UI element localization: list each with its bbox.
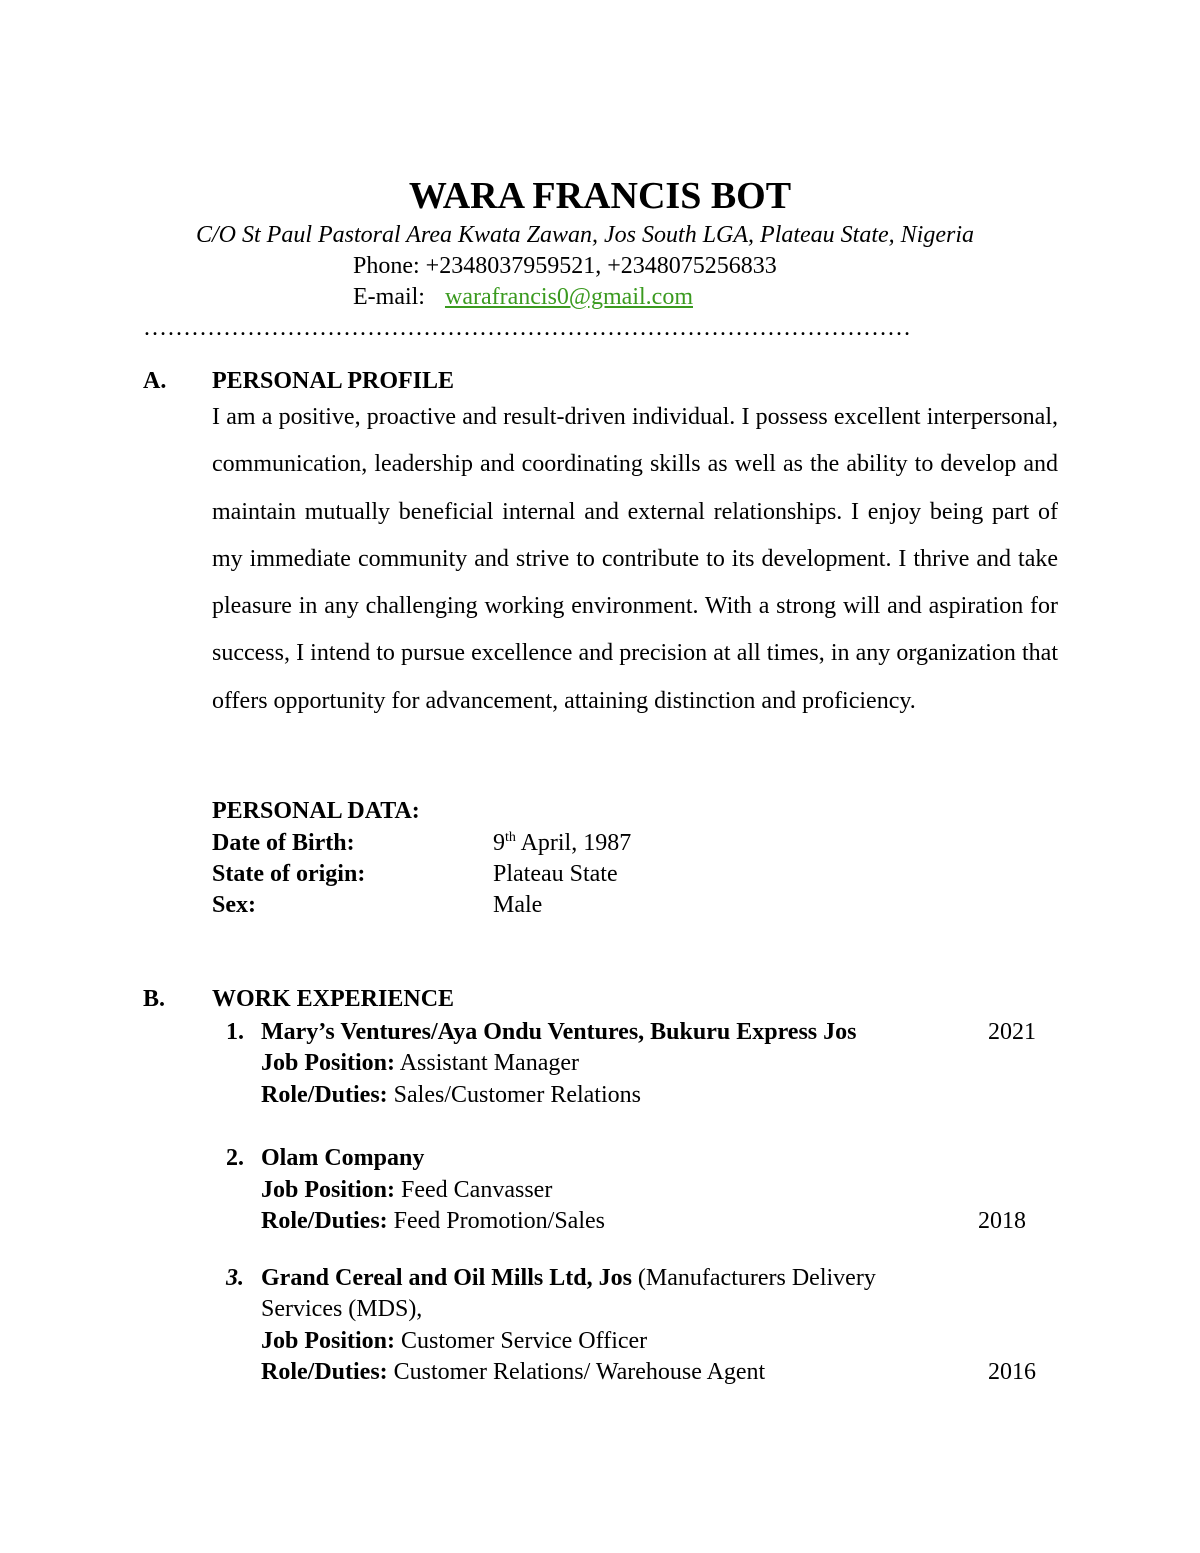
email-line bbox=[353, 284, 693, 311]
job-position-line bbox=[261, 1177, 552, 1204]
phone-label: Phone: bbox=[353, 253, 420, 279]
job-duties-label: Role/Duties: bbox=[261, 1082, 388, 1108]
email-label: E-mail: bbox=[353, 284, 425, 310]
job-company-extra-2: Services (MDS), bbox=[261, 1296, 423, 1322]
job-number: 1. bbox=[226, 1019, 244, 1045]
section-a-title: PERSONAL PROFILE bbox=[212, 368, 455, 394]
job-duties-value: Sales/Customer Relations bbox=[387, 1082, 641, 1108]
section-b-title: WORK EXPERIENCE bbox=[212, 986, 455, 1012]
job-position-label: Job Position: bbox=[261, 1328, 396, 1354]
job-duties-value: Customer Relations/ Warehouse Agent bbox=[387, 1359, 766, 1385]
sex-value: Male bbox=[493, 892, 543, 918]
profile-paragraph: I am a positive, proactive and result-driven individual. I possess excellent interpersonal, communication, leadership and coordinating skills as well as the ability to develop and maintain mutually beneficial internal and external relationships. I enjoy being part of my immediate community and strive to contribute to its development. I thrive and take pleasure in any challenging working environment. With a strong will and aspiration for success, I intend to pursue excellence and precision at all times, in any organization that offers opportunity for advancement, attaining distinction and proficiency. bbox=[212, 404, 1058, 714]
job-company: Olam Company bbox=[261, 1145, 425, 1171]
state-value: Plateau State bbox=[493, 861, 618, 887]
job-position-line bbox=[261, 1050, 579, 1077]
phone-line bbox=[353, 253, 777, 280]
state-label: State of origin: bbox=[212, 861, 366, 887]
job-company-extra: (Manufacturers Delivery bbox=[631, 1265, 876, 1291]
sex-label: Sex: bbox=[212, 892, 256, 918]
section-a-letter: A. bbox=[143, 368, 167, 394]
job-company-line bbox=[261, 1265, 876, 1292]
job-year: 2018 bbox=[978, 1208, 1026, 1234]
dob-suffix: th bbox=[505, 830, 516, 845]
dob-label: Date of Birth: bbox=[212, 830, 355, 856]
job-position-label: Job Position: bbox=[261, 1050, 396, 1076]
job-position-value: Feed Canvasser bbox=[395, 1177, 553, 1203]
job-year: 2016 bbox=[988, 1359, 1036, 1385]
resume-name: WARA FRANCIS BOT bbox=[408, 175, 792, 217]
divider: …………………………………………………………………………………… bbox=[143, 315, 911, 341]
job-duties-line bbox=[261, 1082, 641, 1109]
personal-data-title: PERSONAL DATA: bbox=[212, 798, 420, 824]
job-company: Mary’s Ventures/Aya Ondu Ventures, Bukuru Express Jos bbox=[261, 1019, 857, 1045]
job-number: 3. bbox=[226, 1265, 244, 1291]
section-b-letter: B. bbox=[143, 986, 166, 1012]
job-number: 2. bbox=[226, 1145, 244, 1171]
job-year: 2021 bbox=[988, 1019, 1036, 1045]
job-company: Grand Cereal and Oil Mills Ltd, Jos bbox=[261, 1265, 632, 1291]
dob-rest: April, 1987 bbox=[515, 830, 632, 856]
dob-day: 9 bbox=[493, 830, 505, 856]
job-position-value: Assistant Manager bbox=[395, 1050, 579, 1076]
job-duties-line bbox=[261, 1359, 765, 1386]
job-position-label: Job Position: bbox=[261, 1177, 396, 1203]
dob-value bbox=[493, 830, 631, 857]
job-duties-line bbox=[261, 1208, 605, 1235]
phone-value: +2348037959521, +2348075256833 bbox=[425, 253, 777, 279]
job-duties-label: Role/Duties: bbox=[261, 1208, 388, 1234]
job-duties-value: Feed Promotion/Sales bbox=[387, 1208, 605, 1234]
email-link[interactable]: warafrancis0@gmail.com bbox=[444, 284, 693, 310]
job-duties-label: Role/Duties: bbox=[261, 1359, 388, 1385]
job-position-line bbox=[261, 1328, 647, 1355]
job-position-value: Customer Service Officer bbox=[395, 1328, 648, 1354]
address: C/O St Paul Pastoral Area Kwata Zawan, Jos South LGA, Plateau State, Nigeria bbox=[195, 222, 975, 248]
